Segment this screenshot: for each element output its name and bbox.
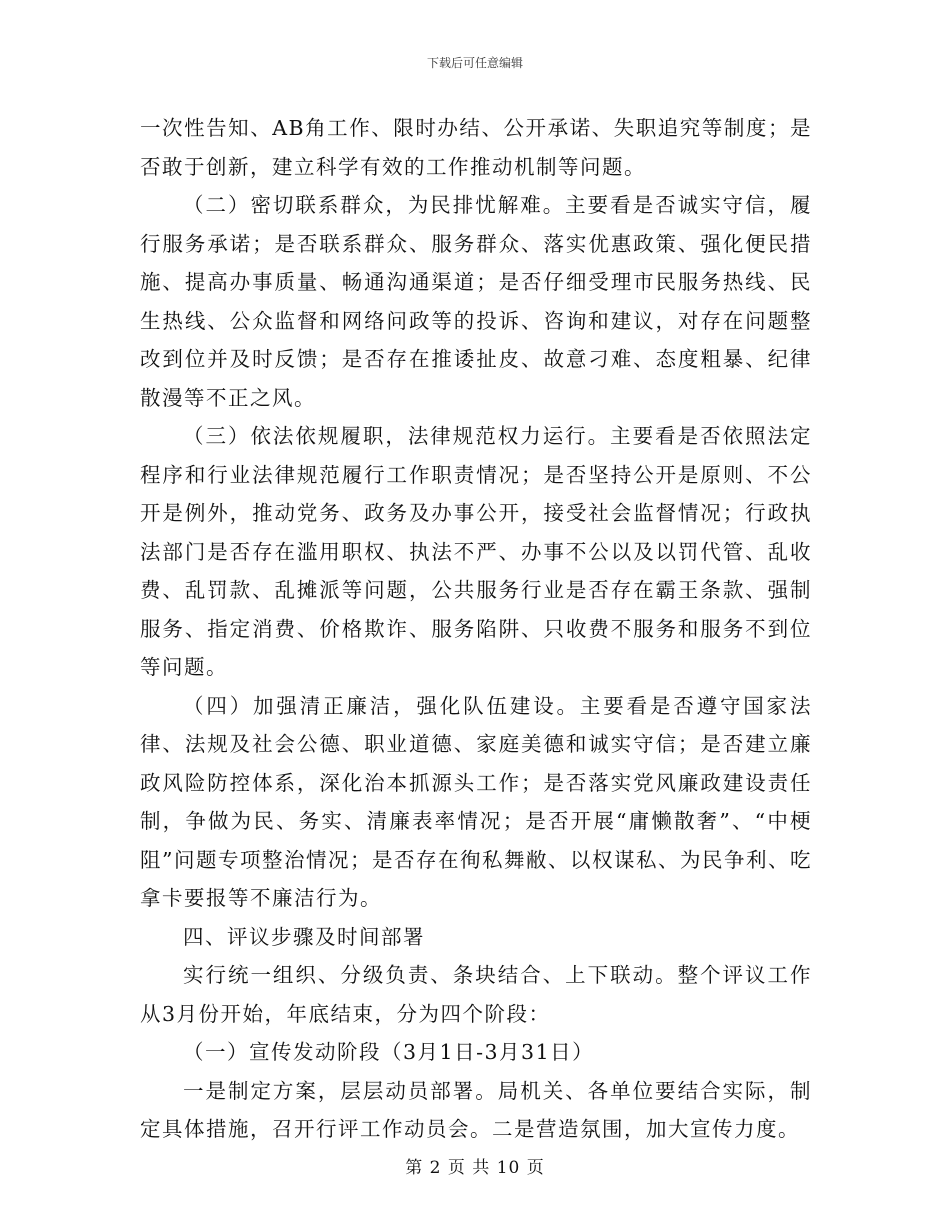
paragraph-4: （四）加强清正廉洁，强化队伍建设。主要看是否遵守国家法律、法规及社会公德、职业道德、家庭美德和诚实守信；是否建立廉政风险防控体系，深化治本抓源头工作；是否落实党风廉政建设责任制，争做为民、务实、清廉表率情况；是否开展“庸懒散奢”、“中梗阻”问题专项整治情况；是否存在徇私舞敝、以权谋私、为民争利、吃拿卡要报等不廉洁行为。	[140, 693, 812, 910]
paragraph-2: （二）密切联系群众，为民排忧解难。主要看是否诚实守信，履行服务承诺；是否联系群众、服务群众、落实优惠政策、强化便民措施、提高办事质量、畅通沟通渠道；是否仔细受理市民服务热线、民生热线、公众监督和网络问政等的投诉、咨询和建议，对存在问题整改到位并及时反馈；是否存在推诿扯皮、故意刁难、态度粗暴、纪律散漫等不正之风。	[140, 193, 812, 410]
subsection-heading: （一）宣传发动阶段（3月1日-3月31日）	[183, 1040, 595, 1064]
section-heading: 四、评议步骤及时间部署	[183, 924, 425, 949]
paragraph-3: （三）依法依规履职，法律规范权力运行。主要看是否依照法定程序和行业法律规范履行工作职责情况；是否坚持公开是原则、不公开是例外，推动党务、政务及办事公开，接受社会监督情况；行政执法部门是否存在滥用职权、执法不严、办事不公以及以罚代管、乱收费、乱罚款、乱摊派等问题，公共服务行业是否存在霸王条款、强制服务、指定消费、价格欺诈、服务陷阱、只收费不服务和服务不到位等问题。	[140, 424, 812, 679]
paragraph-6: 一是制定方案，层层动员部署。局机关、各单位要结合实际，制定具体措施，召开行评工作动员会。二是营造氛围，加大宣传力度。	[140, 1078, 812, 1141]
page-header: 下载后可任意编辑	[426, 56, 523, 70]
page-number-footer: 第 2 页 共 10 页	[405, 1158, 545, 1178]
paragraph-1: 一次性告知、AB角工作、限时办结、公开承诺、失职追究等制度；是否敢于创新，建立科学有效的工作推动机制等问题。	[140, 116, 812, 179]
paragraph-5: 实行统一组织、分级负责、条块结合、上下联动。整个评议工作从3月份开始，年底结束，分为四个阶段：	[140, 963, 812, 1026]
document-body	[140, 109, 812, 1149]
